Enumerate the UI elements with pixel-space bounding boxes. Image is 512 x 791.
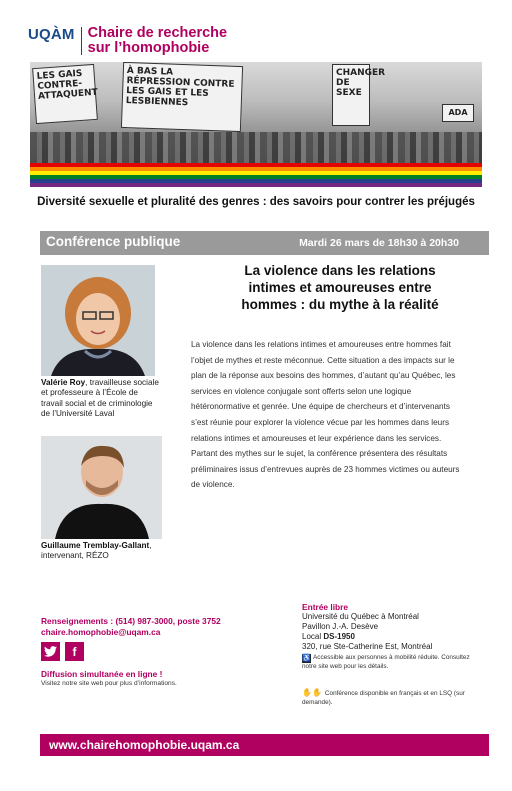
- facebook-icon[interactable]: [65, 642, 84, 661]
- accessibility-note: [302, 654, 482, 672]
- conference-title-line2: intimes et amoureuses entre: [248, 280, 432, 295]
- page-subtitle: Diversité sexuelle et pluralité des genres : des savoirs pour contrer les préjugés: [37, 196, 475, 208]
- twitter-icon[interactable]: [41, 642, 60, 661]
- protest-sign-1: LES GAIS CONTRE-ATTAQUENT: [32, 64, 98, 124]
- conference-title-line3: hommes : du mythe à la réalité: [241, 297, 439, 312]
- social-links: [41, 642, 84, 661]
- conference-title-line1: La violence dans les relations: [244, 263, 436, 278]
- chair-title-line1: Chaire de recherche: [87, 25, 228, 41]
- speaker-photo-guillaume-tremblay-gallant: [41, 436, 162, 539]
- venue-room-label: Local: [302, 632, 324, 641]
- website-bar[interactable]: [40, 734, 489, 756]
- sign-language-icon: ✋✋: [302, 688, 322, 697]
- uqam-logo: [28, 26, 227, 56]
- contact-info: [41, 616, 221, 638]
- contact-email[interactable]: chaire.homophobie@uqam.ca: [41, 627, 161, 637]
- protest-sign-4: ADA: [442, 104, 474, 122]
- portrait-man: [41, 436, 162, 539]
- facebook-letter: f: [72, 644, 77, 659]
- speaker-photo-valerie-roy: [41, 265, 155, 376]
- venue-room-code: DS-1950: [323, 632, 355, 641]
- speaker-role-2: , intervenant, RÉZO: [41, 541, 152, 561]
- protest-photo: [30, 62, 482, 172]
- speaker-role-1: , travailleuse sociale et professeure à l’École de travail social et de criminologie de l’Université Laval: [41, 378, 159, 419]
- speaker-caption-1: [41, 378, 161, 420]
- event-band: [40, 231, 489, 255]
- event-date: Mardi 26 mars de 18h30 à 20h30: [299, 237, 459, 249]
- venue-address: 320, rue Ste-Catherine Est, Montréal: [302, 642, 433, 651]
- rainbow-band: [30, 183, 482, 187]
- speaker-caption-2: [41, 541, 181, 562]
- website-url[interactable]: www.chairehomophobie.uqam.ca: [49, 738, 240, 752]
- contact-phone: Renseignements : (514) 987-3000, poste 3752: [41, 616, 221, 626]
- venue-info: [302, 602, 482, 652]
- protest-sign-2: À BAS LA RÉPRESSION CONTRE LES GAIS ET LES LESBIENNES: [121, 62, 243, 132]
- wheelchair-icon: ♿: [302, 655, 311, 662]
- logo-wordmark: UQÀM: [28, 26, 75, 43]
- accessibility-text: Accessible aux personnes à mobilité réduite. Consultez notre site web pour les détails.: [302, 654, 470, 670]
- portrait-woman: [41, 265, 155, 376]
- online-broadcast-title: Diffusion simultanée en ligne !: [41, 669, 163, 679]
- speaker-name-1: Valérie Roy: [41, 378, 86, 387]
- chair-title-line2: sur l’homophobie: [87, 40, 210, 56]
- sign-language-note: [302, 689, 482, 707]
- event-type: Conférence publique: [46, 234, 181, 249]
- speaker-name-2: Guillaume Tremblay-Gallant: [41, 541, 150, 550]
- protest-banner-image: [30, 62, 482, 187]
- sign-language-text: Conférence disponible en français et en LSQ (sur demande).: [302, 690, 465, 706]
- venue-university: Université du Québec à Montréal: [302, 612, 419, 621]
- venue-pavilion: Pavillon J.-A. Desève: [302, 622, 379, 631]
- venue-room: [302, 632, 482, 642]
- protest-sign-3: CHANGER DE SEXE: [332, 64, 370, 126]
- free-entry: Entrée libre: [302, 602, 349, 612]
- online-broadcast-note: Visitez notre site web pour plus d’informations.: [41, 680, 177, 687]
- conference-title: [192, 262, 488, 313]
- logo-separator: [81, 27, 82, 55]
- conference-description: La violence dans les relations intimes et amoureuses entre hommes fait l’objet de mythes et reste méconnue. Cette situation a des impacts sur le plan de la réponse aux besoins des hommes, d’autant qu’au Québec, les services en violence conjugale sont offerts selon une logique hétéronormative et genrée. Une équipe de chercheurs et d’intervenants s’est réunie pour explorer la violence vécue par les hommes dans leurs relations intimes et amoureuses et leur expérience dans les services. Partant des mythes sur le sujet, la conférence présentera des résultats préliminaires issus d’entrevues auprès de 23 hommes victimes ou auteurs de violence.: [191, 340, 460, 490]
- chair-title: [88, 26, 227, 56]
